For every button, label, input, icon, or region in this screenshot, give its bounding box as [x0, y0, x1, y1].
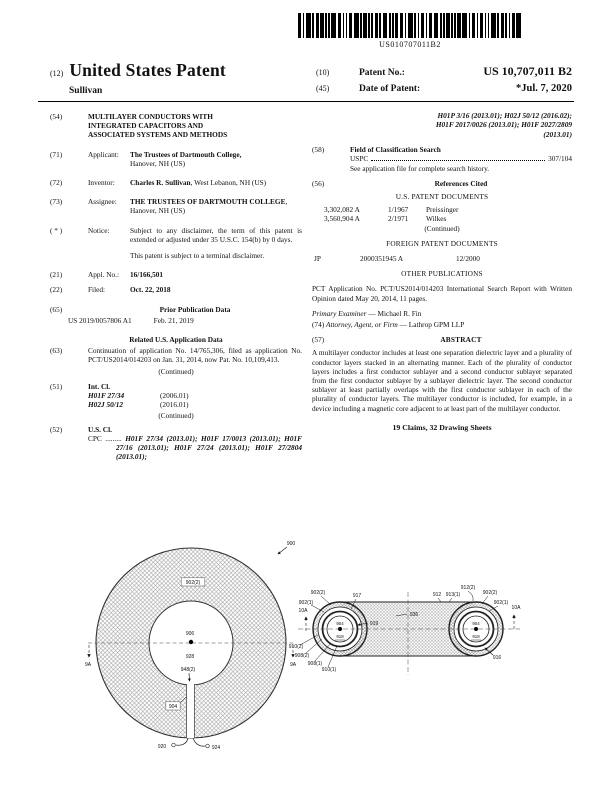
- barcode-bar: [298, 13, 301, 38]
- inid-code-12: (12): [50, 69, 64, 78]
- barcode-bar: [512, 13, 515, 38]
- cpc-continuation: [312, 111, 572, 139]
- applicant-label: Applicant:: [88, 149, 119, 159]
- inid-code-51: (51): [50, 381, 63, 391]
- figure-label: 902(2): [185, 580, 201, 586]
- applicant-location: Hanover, NH (US): [130, 158, 186, 168]
- int-cl-version: (2006.01): [160, 391, 189, 401]
- figure-label: 936: [409, 612, 419, 618]
- inid-code-22: (22): [50, 285, 63, 295]
- figure-label: 902(2): [482, 590, 498, 596]
- filed-label: Filed:: [88, 285, 106, 295]
- cpc-dots: .........: [105, 433, 122, 443]
- barcode-bar: [354, 13, 359, 38]
- other-publications-heading: OTHER PUBLICATIONS: [401, 269, 483, 279]
- barcode-bar: [325, 13, 327, 38]
- figure-label: 904: [168, 704, 178, 710]
- prior-publication-heading-row: [50, 305, 302, 314]
- int-cl-section: [50, 382, 302, 410]
- references-continued: (Continued): [424, 223, 460, 233]
- right-column: [312, 111, 572, 432]
- other-publications-text: PCT Application No. PCT/US2014/014203 International Search Report with Written Opinion dated May 20, 2014, 11 pages.: [312, 284, 572, 303]
- foreign-patent-row: [314, 254, 572, 263]
- references-cited-heading: References Cited: [434, 178, 488, 188]
- inid-code-58: (58): [312, 145, 325, 155]
- barcode-bar: [421, 13, 424, 38]
- figure-label: 919: [369, 621, 379, 627]
- figure-label: 920: [157, 744, 167, 750]
- us-patent-name: Wilkes: [426, 214, 447, 224]
- related-continued: (Continued): [158, 366, 194, 376]
- barcode-bar: [429, 13, 432, 38]
- figure-label: 928: [185, 654, 195, 660]
- inid-code-21: (21): [50, 270, 63, 280]
- us-patent-row: [324, 214, 572, 223]
- uspc-row: [350, 154, 572, 163]
- figure-label: 948(2): [180, 667, 196, 673]
- foreign-documents-heading: FOREIGN PATENT DOCUMENTS: [386, 238, 498, 248]
- cpc-continuation-line: H01P 3/16 (2013.01); H02J 50/12 (2016.02);: [437, 111, 572, 120]
- attorney-row: [312, 320, 572, 329]
- application-number-section: [50, 270, 302, 279]
- figure-label: 918: [472, 634, 480, 639]
- cpc-label: CPC: [88, 433, 102, 443]
- foreign-date: 12/2000: [456, 254, 480, 264]
- invention-title-section: [50, 112, 302, 140]
- assignee-location: , Hanover, NH (US): [130, 197, 288, 216]
- primary-examiner-label: Primary Examiner: [312, 308, 367, 318]
- claims-line: 19 Claims, 32 Drawing Sheets: [392, 422, 492, 432]
- us-cl-section: [50, 425, 302, 462]
- figure-label: 912(2): [460, 585, 476, 591]
- related-data-section: [50, 346, 302, 364]
- inventor-name: Charles R. Sullivan: [130, 178, 191, 188]
- barcode-text: US010707011B2: [379, 40, 441, 49]
- barcode-bar: [443, 13, 445, 38]
- barcode-bar: [516, 13, 521, 38]
- us-patent-date: 2/1971: [388, 214, 409, 224]
- int-cl-row: [88, 400, 302, 409]
- inventor-location: , West Lebanon, NH (US): [190, 178, 267, 188]
- figure-label: 910(2): [288, 644, 304, 650]
- uspc-label: USPC: [350, 154, 369, 164]
- us-cl-heading: U.S. Cl.: [88, 424, 112, 434]
- dotted-leader: [371, 154, 545, 161]
- barcode-bar: [440, 13, 442, 38]
- page-title: United States Patent: [69, 60, 226, 80]
- inventor-value: [130, 178, 302, 187]
- int-cl-row: [88, 391, 302, 400]
- field-of-search-section: [312, 145, 572, 173]
- patent-date-row: [316, 83, 572, 94]
- inid-code-73: (73): [50, 197, 63, 207]
- prior-publication-heading: Prior Publication Data: [159, 304, 231, 314]
- field-of-search-body: [350, 145, 572, 173]
- int-cl-heading: Int. Cl.: [88, 381, 111, 391]
- assignee-name: THE TRUSTEES OF DARTMOUTH COLLEGE: [130, 197, 286, 207]
- figure-label: 902(1): [493, 600, 509, 606]
- barcode-bar: [446, 13, 449, 38]
- barcode-bar: [331, 13, 336, 38]
- barcode-bar: [328, 13, 330, 38]
- inid-code-52: (52): [50, 424, 63, 434]
- figure-label: 904: [472, 621, 480, 626]
- applicant-section: [50, 150, 302, 168]
- figure-label: 910(1): [321, 667, 337, 673]
- figure-label: 904: [336, 621, 344, 626]
- field-of-search-heading: Field of Classification Search: [350, 145, 441, 155]
- applicant-name: The Trustees of Dartmouth College,: [130, 149, 242, 159]
- barcode-bar: [434, 13, 439, 38]
- filed-value: Oct. 22, 2018: [130, 285, 171, 295]
- barcode-bar: [338, 13, 341, 38]
- date-of-patent: *Jul. 7, 2020: [515, 83, 572, 94]
- int-cl-continued: (Continued): [158, 411, 194, 421]
- inventor-label: Inventor:: [88, 178, 115, 188]
- barcode-bar: [363, 13, 366, 38]
- figure-label: 900: [286, 541, 296, 547]
- barcode-bar: [389, 13, 391, 38]
- barcode-bar: [368, 13, 370, 38]
- drawing-sheet: [0, 535, 612, 792]
- barcode-bar: [346, 13, 348, 38]
- related-data-heading: Related U.S. Application Data: [129, 335, 223, 345]
- figure-label: 10A: [511, 605, 521, 611]
- inid-code-72: (72): [50, 178, 63, 188]
- barcode-bar: [360, 13, 362, 38]
- assignee-value: [130, 197, 302, 215]
- barcode-bar: [505, 13, 507, 38]
- figure-label: 908(2): [294, 653, 310, 659]
- barcode-bar: [501, 13, 504, 38]
- attorney-label: Attorney, Agent, or Firm: [326, 320, 398, 330]
- assignee-section: [50, 197, 302, 215]
- figure-label: 916: [492, 655, 502, 661]
- figure-label: 10A: [298, 608, 308, 614]
- barcode-bar: [303, 13, 305, 38]
- figure-label: 902(1): [298, 600, 314, 606]
- notice-paragraph-1: Subject to any disclaimer, the term of this patent is extended or adjusted under 35 U.S.C. 154(b) by 0 days.: [130, 225, 302, 244]
- patent-figures: [0, 535, 612, 792]
- prior-publication-number: US 2019/0057806 A1: [68, 315, 132, 325]
- barcode-bar: [454, 13, 456, 38]
- figure-label: 913(1): [445, 592, 461, 598]
- barcode-bar: [509, 13, 511, 38]
- figure-label: 9A: [84, 662, 92, 668]
- barcode-bar: [426, 13, 428, 38]
- barcode-bar: [371, 13, 373, 38]
- field-of-search-note: See application file for complete search history.: [350, 163, 490, 173]
- document-type: [50, 60, 226, 81]
- int-cl-class: H02J 50/12: [88, 400, 124, 410]
- barcode-bar: [306, 13, 311, 38]
- inid-code-71: (71): [50, 149, 63, 159]
- left-column: [50, 112, 302, 471]
- inid-code-45: (45): [316, 84, 330, 93]
- inid-code-65: (65): [50, 304, 63, 314]
- barcode-bar: [312, 13, 314, 38]
- inventor-surname: Sullivan: [69, 86, 103, 96]
- patent-id-block: [316, 64, 572, 98]
- us-cl-body: [88, 425, 302, 462]
- related-data-text: Continuation of application No. 14/765,306, filed as application No. PCT/US2014/014203 on Jan. 31, 2014, now Pat. No. 10,109,413.: [88, 346, 302, 365]
- us-patent-documents-heading: U.S. PATENT DOCUMENTS: [395, 192, 489, 202]
- foreign-number: 2000351945 A: [360, 254, 404, 264]
- invention-title: MULTILAYER CONDUCTORS WITH INTEGRATED CAPACITORS AND ASSOCIATED SYSTEMS AND METHODS: [88, 112, 228, 140]
- uspc-value: 307/104: [548, 154, 572, 164]
- barcode-bar: [320, 13, 323, 38]
- barcode: [298, 13, 522, 38]
- barcode-bar: [392, 13, 394, 38]
- assignee-label: Assignee:: [88, 197, 117, 207]
- notice-paragraph-2: This patent is subject to a terminal disclaimer.: [130, 251, 265, 261]
- prior-publication-row: [68, 316, 302, 325]
- abstract-text: A multilayer conductor includes at least one separation dielectric layer and a plurality of conductor layers stacked in an alternating manner. Each of the plurality of conductor layers includes a first conductor sublayer and a second conductor sublayer separated from the first conductor sublayer by a sublayer dielectric layer. The second conductor sublayer at least partially overlaps with the first conductor sublayer in each of the plurality of conductor layers. The multilayer conductor is included, for example, in a device including a magnetic core adjacent to at least part of the multilayer conductor.: [312, 348, 572, 413]
- primary-examiner-name: — Michael R. Fin: [368, 308, 422, 318]
- date-of-patent-label: Date of Patent:: [359, 84, 421, 94]
- barcode-bar: [491, 13, 496, 38]
- figure-label: 924: [211, 745, 221, 751]
- int-cl-body: [88, 382, 302, 410]
- us-patent-number: 3,302,082 A: [324, 205, 360, 215]
- patent-number: US 10,707,011 B2: [483, 64, 572, 78]
- cpc-continuation-line: H01F 2017/0026 (2013.01); H01F 2027/2809: [435, 120, 572, 130]
- barcode-bar: [395, 13, 398, 38]
- inid-code-57: (57): [312, 335, 325, 345]
- inid-code-63: (63): [50, 346, 63, 356]
- notice-text: [130, 226, 302, 261]
- barcode-bar: [418, 13, 420, 38]
- notice-section: [50, 226, 302, 261]
- us-patent-row: [324, 205, 572, 214]
- cpc-classes: H01F 27/34 (2013.01); H01F 17/0013 (2013.01); H01F 27/16 (2013.01); H01F 27/24 (2013.01); H01F 27/2804 (2013.01);: [116, 433, 302, 462]
- primary-examiner-row: [312, 309, 572, 318]
- appl-no-label: Appl. No.:: [88, 270, 120, 280]
- patent-no-label: Patent No.:: [359, 68, 405, 78]
- header-rule: [38, 101, 574, 102]
- int-cl-version: (2016.01): [160, 400, 189, 410]
- patent-number-row: [316, 64, 572, 79]
- barcode-bar: [472, 13, 475, 38]
- barcode-bar: [414, 13, 416, 38]
- figure-toroid-top-view: [85, 541, 297, 751]
- us-patent-number: 3,560,904 A: [324, 214, 360, 224]
- notice-label: Notice:: [88, 225, 110, 235]
- inid-code-74: (74): [312, 320, 325, 330]
- barcode-bar: [408, 13, 413, 38]
- barcode-bar: [477, 13, 479, 38]
- barcode-bar: [462, 13, 467, 38]
- figure-label: 902(2): [310, 590, 326, 596]
- abstract-heading-row: [312, 335, 572, 344]
- barcode-bar: [375, 13, 378, 38]
- applicant-value: [130, 150, 302, 168]
- figure-label: 9A: [289, 662, 297, 668]
- foreign-country: JP: [314, 254, 321, 264]
- barcode-bar: [405, 13, 407, 38]
- barcode-bar: [383, 13, 388, 38]
- us-patent-date: 1/1967: [388, 205, 409, 215]
- filed-section: [50, 285, 302, 294]
- barcode-bar: [343, 13, 345, 38]
- inventor-section: [50, 178, 302, 187]
- barcode-bar: [469, 13, 471, 38]
- barcode-bar: [379, 13, 381, 38]
- inid-code-10: (10): [316, 68, 330, 77]
- prior-publication-date: Feb. 21, 2019: [153, 315, 194, 325]
- figure-label: 906: [185, 631, 195, 637]
- appl-no-value: 16/166,501: [130, 270, 164, 280]
- barcode-bar: [497, 13, 499, 38]
- barcode-bar: [488, 13, 490, 38]
- barcode-bar: [485, 13, 487, 38]
- barcode-bar: [400, 13, 403, 38]
- figure-label: 912: [432, 592, 442, 598]
- cpc-continuation-line: (2013.01): [543, 129, 572, 139]
- attorney-name: — Lathrop GPM LLP: [399, 320, 465, 330]
- cpc-paragraph: [88, 434, 302, 462]
- barcode-bar: [451, 13, 453, 38]
- figure-label: 908(1): [307, 661, 323, 667]
- barcode-bar: [316, 13, 319, 38]
- figure-label: 917: [352, 593, 362, 599]
- figure-cross-section: [289, 585, 521, 675]
- inid-code-54: (54): [50, 112, 63, 121]
- figure-label: 918: [336, 634, 344, 639]
- barcode-bar: [480, 13, 483, 38]
- barcode-bar: [349, 13, 352, 38]
- us-patent-name: Preissinger: [426, 205, 459, 215]
- int-cl-class: H01F 27/34: [88, 391, 125, 401]
- barcode-bar: [457, 13, 460, 38]
- references-cited-heading-row: [312, 179, 572, 188]
- abstract-heading: ABSTRACT: [440, 335, 482, 345]
- inid-code-notice: ( * ): [50, 225, 63, 235]
- inid-code-56: (56): [312, 178, 325, 188]
